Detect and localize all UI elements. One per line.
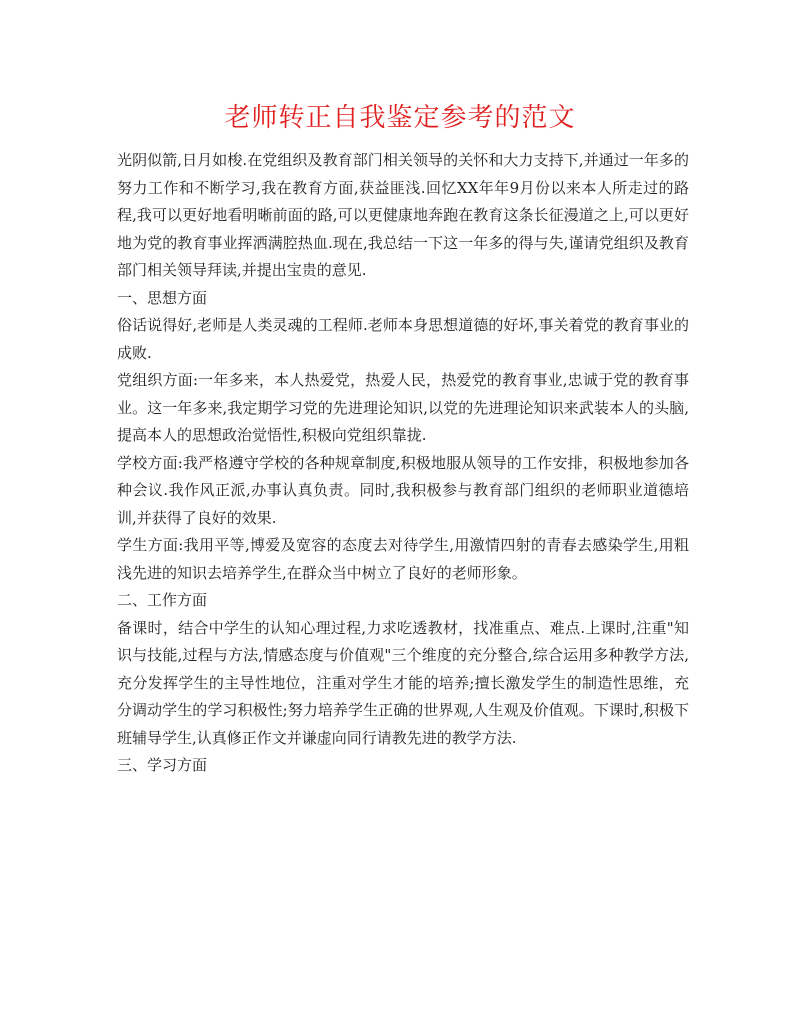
document-body: [117, 147, 689, 780]
section-heading-thought: 一、思想方面: [117, 288, 208, 307]
work-paragraph: 备课时，结合中学生的认知心理过程,力求吃透教材，找准重点、难点.上课时,注重"知识与技能,过程与方法,情感态度与价值观"三个维度的充分整合,综合运用多种教学方法,充分发挥学生的主导性地位，注重对学生才能的培养;擅长激发学生的制造性思维，充分调动学生的学习积极性;努力培养学生正确的世界观,人生观及价值观。下课时,积极下班辅导学生,认真修正作文并谦虚向同行请教先进的教学方法.: [117, 618, 689, 747]
school-paragraph: 学校方面:我严格遵守学校的各种规章制度,积极地服从领导的工作安排，积极地参加各种会议.我作风正派,办事认真负责。同时,我积极参与教育部门组织的老师职业道德培训,并获得了良好的效果.: [117, 453, 689, 527]
thought-paragraph: 俗话说得好,老师是人类灵魂的工程师.老师本身思想道德的好坏,事关着党的教育事业的成败.: [117, 316, 689, 362]
party-paragraph: 党组织方面:一年多来，本人热爱党，热爱人民，热爱党的教育事业,忠诚于党的教育事业。这一年多来,我定期学习党的先进理论知识,以党的先进理论知识来武装本人的头脑,提高本人的思想政治觉悟性,积极向党组织靠拢.: [117, 371, 689, 444]
students-paragraph: 学生方面:我用平等,博爱及宽容的态度去对待学生,用激情四射的青春去感染学生,用粗浅先进的知识去培养学生,在群众当中树立了良好的老师形象。: [117, 536, 689, 582]
intro-paragraph: 光阴似箭,日月如梭.在党组织及教育部门相关领导的关怀和大力支持下,并通过一年多的努力工作和不断学习,我在教育方面,获益匪浅.回忆XX年年9月份以来本人所走过的路程,我可以更好地看明晰前面的路,可以更健康地奔跑在教育这条长征漫道之上,可以更好地为党的教育事业挥洒满腔热血.现在,我总结一下这一年多的得与失,谨请党组织及教育部门相关领导拜读,并提出宝贵的意见.: [117, 151, 689, 279]
section-heading-work: 二、工作方面: [117, 591, 208, 609]
document-title: 老师转正自我鉴定参考的范文: [224, 103, 576, 133]
section-heading-study: 三、学习方面: [117, 756, 208, 774]
